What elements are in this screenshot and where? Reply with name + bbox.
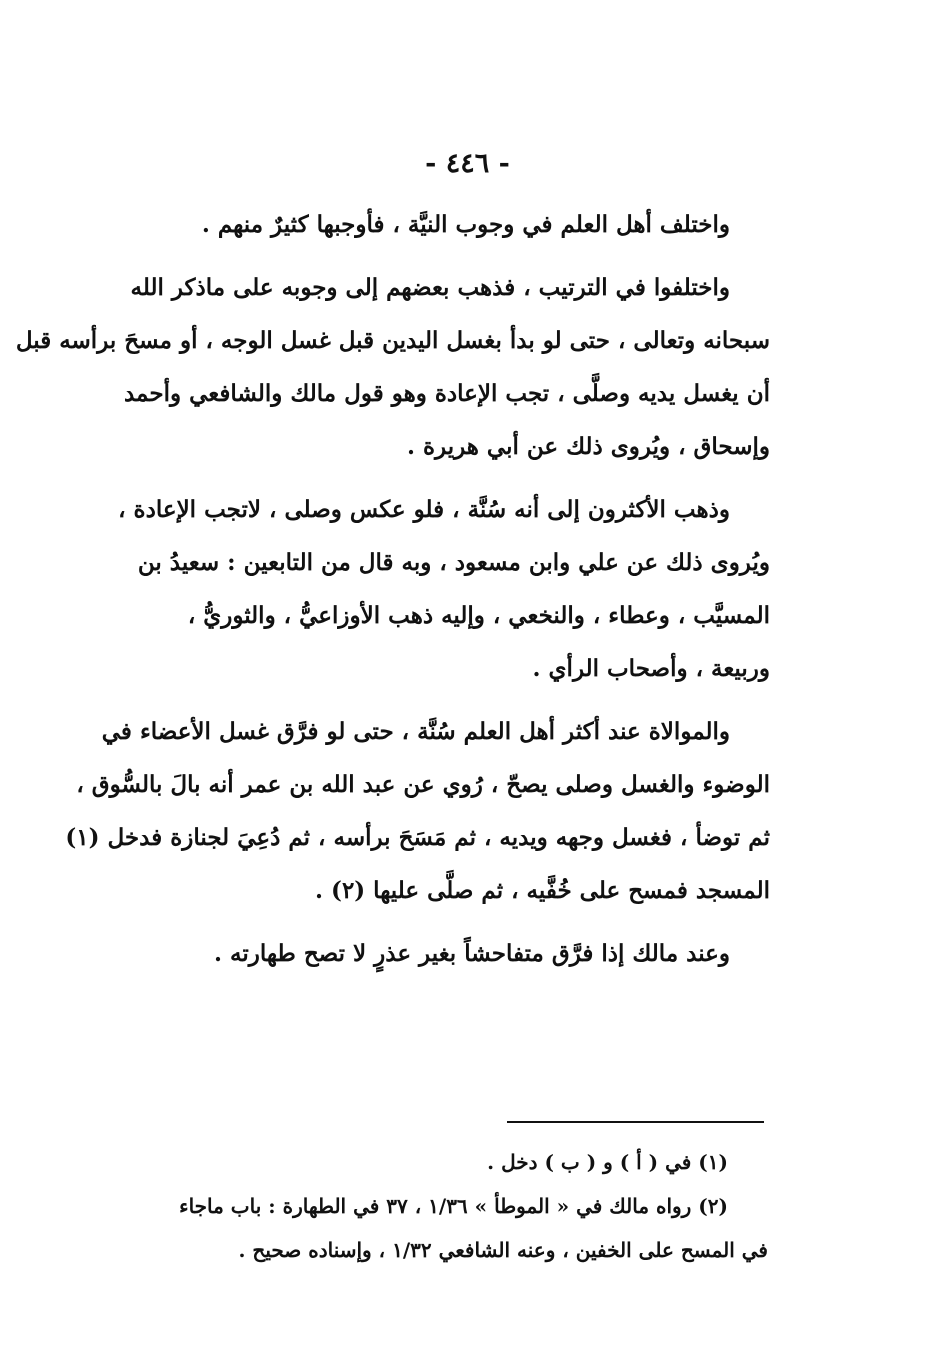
text-line: وذهب الأكثرون إلى أنه سُنَّة ، فلو عكس وصلى ، لاتجب الإعادة ، [118,496,730,523]
paragraph [65,705,770,917]
text-line: وعند مالك إذا فرَّق متفاحشاً بغير عذرٍ لا تصح طهارته . [214,940,730,967]
text-line: المسجد فمسح على خُفَّيه ، ثم صلَّى عليها (٢) . [315,877,770,904]
body-text [15,198,770,980]
text-line: أن يغسل يديه وصلَّى ، تجب الإعادة وهو قول مالك والشافعي وأحمد [123,380,770,407]
paragraph-gap [112,695,770,705]
footnote-line: (١) في ( أ ) و ( ب ) دخل . [487,1150,728,1174]
paragraph-gap [112,473,770,483]
paragraph-gap [112,917,770,927]
text-line: ويُروى ذلك عن علي وابن مسعود ، وبه قال من التابعين : سعيدُ بن [137,549,770,576]
footnote-line: (٢) رواه مالك في « الموطأ » ١/٣٦ ، ٣٧ في الطهارة : باب ماجاء [179,1194,728,1218]
text-line: واختلف أهل العلم في وجوب النيَّة ، فأوجبها كثيرٌ منهم . [201,211,730,238]
text-line: سبحانه وتعالى ، حتى لو بدأ بغسل اليدين قبل غسل الوجه ، أو مسحَ برأسه قبل [15,327,770,354]
paragraph [112,198,770,251]
footnote [112,1184,768,1272]
text-line: وإسحاق ، ويُروى ذلك عن أبي هريرة . [406,433,770,460]
footnote-line: في المسح على الخفين ، وعنه الشافعي ١/٣٢ ، وإسناده صحيح . [238,1238,768,1262]
page-number: - ٤٤٦ - [425,148,510,179]
footnote-separator [507,1121,764,1123]
paragraph [112,927,770,980]
text-line: والموالاة عند أكثر أهل العلم سُنَّة ، حتى لو فرَّق غسل الأعضاء في [101,718,730,745]
text-line: واختلفوا في الترتيب ، فذهب بعضهم إلى وجوبه على ماذكر الله [130,274,730,301]
footnote [112,1140,768,1184]
paragraph [15,261,770,473]
paragraph [112,483,770,695]
footnotes [112,1140,768,1272]
text-line: ثم توضأ ، فغسل وجهه ويديه ، ثم مَسَحَ برأسه ، ثم دُعِيَ لجنازة فدخل (١) [65,824,770,851]
text-line: الوضوء والغسل وصلى يصحّ ، رُوي عن عبد الله بن عمر أنه بالَ بالسُّوق ، [76,771,770,798]
text-line: المسيَّب ، وعطاء ، والنخعي ، وإليه ذهب الأوزاعيُّ ، والثوريُّ ، [187,602,770,629]
text-line: وربيعة ، وأصحاب الرأي . [532,655,770,682]
paragraph-gap [112,251,770,261]
